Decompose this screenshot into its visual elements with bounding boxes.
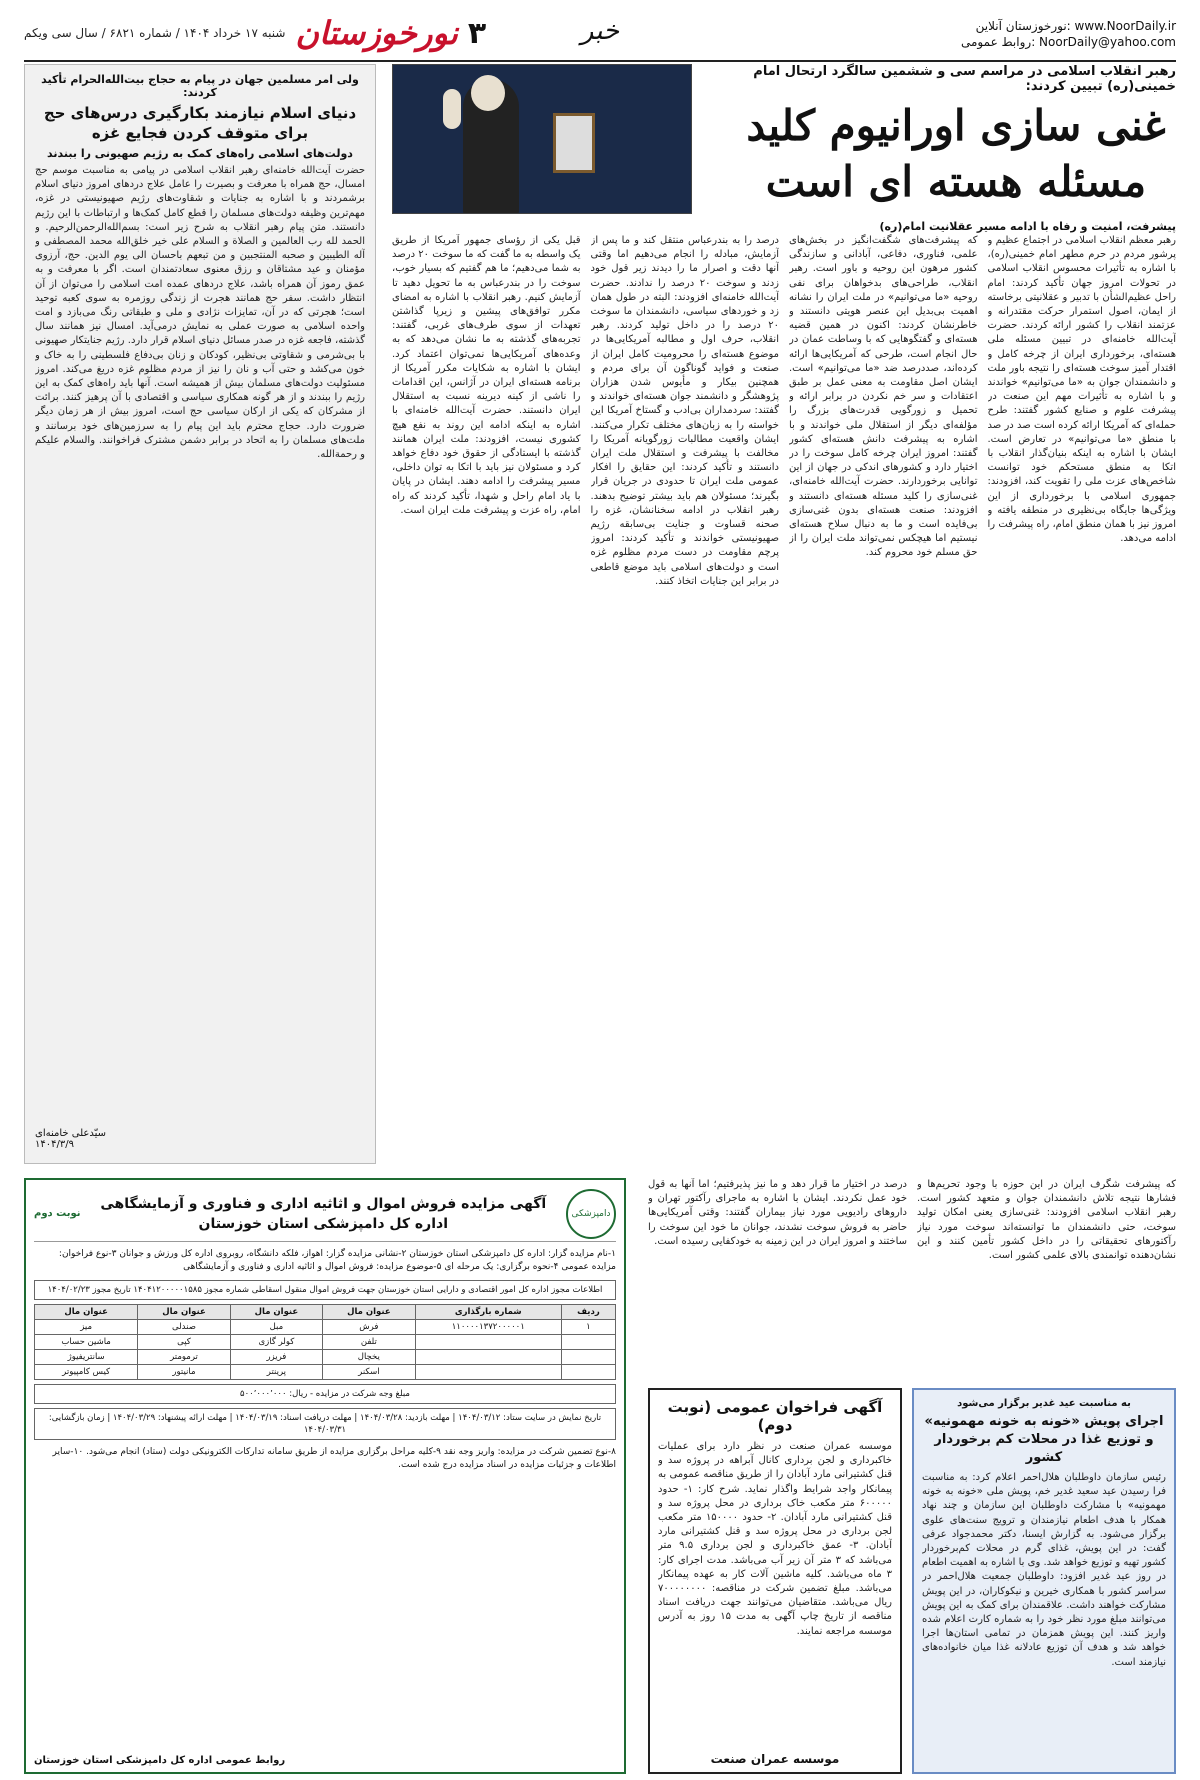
ad-round: نوبت دوم — [34, 1208, 81, 1219]
table-cell — [415, 1335, 561, 1350]
sidebar-kicker: ولی امر مسلمین جهان در پیام به حجاج بیت‌الله‌الحرام تأکید کردند: — [41, 73, 359, 99]
table-header: شماره بارگذاری — [415, 1305, 561, 1320]
ad-footer: روابط عمومی اداره کل دامپزشکی استان خوزستان — [34, 1755, 286, 1766]
main-body — [24, 64, 1176, 1164]
ghadir-campaign-notice — [912, 1388, 1176, 1774]
table-cell: مانیتور — [138, 1365, 230, 1380]
sidebar-body: حضرت آیت‌الله خامنه‌ای رهبر انقلاب اسلامی در پیامی به مناسبت موسم حج امسال، حج همراه با معرفت و بصیرت را عامل علاج دردهای امروز دنیای اسلام برشمردند و با اشاره به جنایات و شقاوت‌های رژیم صهیونیستی در غزه، مهم‌ترین وظیفه دولت‌های مسلمان را قطع کامل کمک‌ها و ارتباطات با این رژیم دانستند. متن پیام رهبر انقلاب به شرح زیر است: بسم‌الله‌الرحمن‌الرحیم. و الحمد لله رب العالمین و الصلاة و السلام علی خیر خلق‌الله محمد المصطفی و آله الطیبین و صحبه المنتجبین و من تبعهم باحسان الی یوم الدین. حج، آرزوی مؤمنان و عید مشتاقان و رزق معنوی سعادتمندان است. اگر با معرفت و به عمق رموز آن همراه باشد، علاج دردهای عمده امت اسلامی را می‌توان از آن انتظار داشت. سفر حج همانند هجرت از زندگی روزمره به سوی کعبه توحید است؛ هجرتی که در آن، تمایزات نژادی و ملی و طبقاتی رنگ می‌بازد و امت واحده اسلامی به صورت عملی به نمایش درمی‌آید. امسال نیز همانند سال گذشته، فاجعه غزه در صدر مسائل دنیای اسلام قرار دارد. رژیم جنایتکار صهیونی با بی‌شرمی و شقاوتی بی‌نظیر، کودکان و زنان بی‌دفاع فلسطینی را به خاک و خون می‌کشد و حتی آب و نان را نیز از مردم مظلوم غزه دریغ می‌کند. امروز مسئولیت دولت‌های مسلمان بیش از همیشه است. آنها باید راه‌های کمک به این رژیم را ببندند و از هر گونه همکاری سیاسی و اقتصادی با آن پرهیز کنند. برائت از مشرکان که یکی از ارکان سیاسی حج است، امروز بیش از هر زمان دیگر ضرورت دارد. حجاج محترم باید این پیام را به سرزمین‌های خود برسانند و ملت‌های مسلمان را به اتحاد در برابر دشمن مشترک فراخوانند. والسلام علیکم و رحمة‌الله. — [35, 165, 365, 461]
portrait-frame-icon — [553, 113, 595, 173]
masthead-contact — [961, 18, 1176, 50]
table-row — [35, 1350, 616, 1365]
email-link[interactable]: روابط عمومی: NoorDaily@yahoo.com — [961, 35, 1176, 49]
table-cell — [415, 1350, 561, 1365]
lead-column-3: درصد را به بندرعباس منتقل کند و ما پس از آزمایش، مبادله را انجام می‌دهیم اما وقتی آنها دقت و اصرار ما را دیدند زیر قول خود زدند و سوخت ۲۰ درصد را ندادند. حضرت آیت‌الله خامنه‌ای افزودند: البته در طول همان زد و خوردهای سیاسی، دانشمندان ما سوخت ۲۰ درصد را در داخل تولید کردند. رهبر انقلاب، حرف اول و مطالبه آمریکایی‌ها در موضوع هسته‌ای را محرومیت کامل ایران از صنعت و فواید گوناگون آن برای مردم و همچنین بیکار و مأیوس شدن هزاران پژوهشگر و دانشمند جوان هسته‌ای خواندند و گفتند: سردمداران بی‌ادب و گستاخ آمریکا این خواسته را به زبان‌های مختلف تکرار می‌کنند. ایشان واقعیت مطالبات زورگویانه آمریکا را مخالفت با پیشرفت و استقلال ملت ایران دانستند و تأکید کردند: این حقایق را افکار عمومی ملت ایران تا حدودی در جریان قرار بگیرند؛ مسئولان هم باید بیشتر توضیح بدهند. رهبر انقلاب در ادامه سخنانشان، غزه را صحنه قساوت و جنایت بی‌سابقه رژیم صهیونیستی خواندند و تأکید کردند: امروز پرچم مقاومت در دست مردم مظلوم غزه است و دولت‌های اسلامی باید موضع قاطعی در برابر این جنایات اتخاذ کنند. — [590, 235, 779, 587]
table-cell — [561, 1350, 615, 1365]
notice-title: اجرای پویش «خونه به خونه مهمونیه» و توزیع غذا در محلات کم برخوردار کشور — [924, 1414, 1164, 1465]
masthead — [24, 14, 1176, 62]
table-header: عنوان مال — [230, 1305, 322, 1320]
table-row — [35, 1365, 616, 1380]
table-header: ردیف — [561, 1305, 615, 1320]
signature-date: ۱۴۰۴/۳/۹ — [35, 1139, 74, 1150]
veterinary-logo-icon: دامپزشکی — [566, 1189, 616, 1239]
ad-schedule: تاریخ نمایش در سایت ستاد: ۱۴۰۴/۰۳/۱۲ | مهلت بازدید: ۱۴۰۴/۰۳/۲۸ | مهلت دریافت اسناد: ۱۴۰۴/۰۳/۱۹ | مهلت ارائه پیشنهاد: ۱۴۰۴/۰۳/۲۹ | زمان بازگشایی: ۱۴۰۴/۰۳/۳۱ — [34, 1408, 616, 1440]
sidebar-title: دنیای اسلام نیازمند بکارگیری درس‌های حج برای متوقف کردن فجایع غزه — [43, 104, 357, 142]
page-number: ۳ — [467, 15, 487, 51]
table-cell: ۱۱۰۰۰۰۱۳۷۲۰۰۰۰۰۱ — [415, 1320, 561, 1335]
table-cell: میز — [35, 1320, 138, 1335]
table-cell: اسکنر — [323, 1365, 415, 1380]
table-cell — [415, 1365, 561, 1380]
lead-columns — [392, 234, 1176, 1164]
ad-deposit: مبلغ وجه شرکت در مزایده - ریال: ۵۰۰٬۰۰۰٬۰۰۰ — [34, 1384, 616, 1404]
hajj-message-article — [24, 64, 376, 1164]
ad-header — [34, 1186, 616, 1242]
table-cell: کپی — [138, 1335, 230, 1350]
notice-body: رئیس سازمان داوطلبان هلال‌احمر اعلام کرد: به مناسبت فرا رسیدن عید سعید غدیر خم، پویش ملی «خونه به خونه مهمونیه» با مشارکت داوطلبان این سازمان و چند نهاد همکار با هدف اطعام نیازمندان و ترویج سنت‌های علوی برگزار می‌شود. به گزارش ایسنا، دکتر محمدجواد عرفی گفت: در این پویش، غذای گرم در محلات کم‌برخوردار کشور تهیه و توزیع خواهد شد. وی با اشاره به اهمیت اطعام در روز عید غدیر افزود: داوطلبان جمعیت هلال‌احمر در سراسر کشور با همکاری خیرین و نیکوکاران، در این پویش مشارکت خواهند داشت. علاقمندان برای کمک به این پویش می‌توانند مبلغ مورد نظر خود را به شماره کارت اعلام شده واریز کنند. این پویش همزمان در تمامی استان‌ها اجرا خواهد شد و هدف آن توزیع عادلانه غذا میان خانواده‌های نیازمند است. — [922, 1472, 1166, 1668]
table-cell: پرینتر — [230, 1365, 322, 1380]
auction-table — [34, 1304, 616, 1380]
lead-photo — [392, 64, 692, 214]
lead-subhead: پیشرفت، امنیت و رفاه با ادامه مسیر عقلانیت امام(ره) — [879, 220, 1176, 233]
site-link[interactable]: نورخوزستان آنلاین: www.NoorDaily.ir — [975, 19, 1176, 33]
auction-advertisement — [24, 1178, 626, 1774]
tender-body: موسسه عمران صنعت در نظر دارد برای عملیات خاکبرداری و لجن برداری کانال آبراهه در پروژه سد و قنل کشتیرانی مارد آبادان را از طریق مناقصه عمومی به پیمانکار واجد شرایط واگذار نماید. شرح کار: ۱- حدود ۶۰۰۰۰۰ متر مکعب خاک برداری در محل پروژه سد و قنل کشتیرانی مارد آبادان. ۲- حدود ۱۵۰۰۰۰ متر مکعب لجن برداری در محل پروژه سد و قنل کشتیرانی مارد آبادان. ۳- عمق خاکبرداری و لجن برداری ۹.۵ متر می‌باشد که ۳ متر آن زیر آب می‌باشد. مدت اجرای کار: ۳ ماه می‌باشد. کلیه ماشین آلات کار به عهده پیمانکار می‌باشد. مبلغ تضمین شرکت در مناقصه: ۷۰۰۰۰۰۰۰۰ ریال می‌باشد. متقاضیان می‌توانند جهت دریافت اسناد مناقصه از تاریخ چاپ آگهی به مدت ۱۵ روز به آدرس موسسه مراجعه نمایند. — [658, 1441, 892, 1637]
lead-kicker: رهبر انقلاب اسلامی در مراسم سی و ششمین سالگرد ارتحال امام خمینی(ره) تبیین کردند: — [753, 64, 1176, 94]
ad-notes: ۸-نوع تضمین شرکت در مزایده: واریز وجه نقد ۹-کلیه مراحل برگزاری مزایده از طریق سامانه تدارکات الکترونیکی دولت (ستاد) انجام می‌شود. ۱۰-سایر اطلاعات و جزئیات مزایده در اسناد مزایده درج شده است. — [52, 1447, 616, 1470]
table-cell: کیس کامپیوتر — [35, 1365, 138, 1380]
ad-title: آگهی مزایده فروش اموال و اثاثیه اداری و فناوری و آزمایشگاهی اداره کل دامپزشکی استان خوزستان — [100, 1195, 547, 1232]
table-header: عنوان مال — [323, 1305, 415, 1320]
table-cell: ترمومتر — [138, 1350, 230, 1365]
raised-hand-icon — [443, 89, 461, 129]
table-header-row — [35, 1305, 616, 1320]
table-cell: فرش — [323, 1320, 415, 1335]
lead-column-1: رهبر معظم انقلاب اسلامی در اجتماع عظیم و پرشور مردم در حرم مطهر امام خمینی(ره)، با اشاره به تأثیرات محسوس انقلاب اسلامی در تحولات امروز جهان تأکید کردند: امام راحل عظیم‌الشأن با تدبیر و عقلانیتی برخاسته از ایمان، اصول استمرار حرکت مقتدرانه و عزتمند انقلاب را کشور ارائه کردند. حضرت آیت‌الله خامنه‌ای در تبیین مسئله ملی هسته‌ای، برخورداری ایران از چرخه کامل و اقتدار آمیز سوخت هسته‌ای را نتیجه باور ملت و دانشمندان جوان به «ما می‌توانیم» خواندند و با اشاره به تأثیرات مهم این صنعت در پیشرفت علوم و صنایع کشور گفتند: طرح حمله‌ای که آمریکا ارائه کرده است صد در صد با منطق «ما می‌توانیم» در تعارض است. ایشان با اشاره به اینکه بنیان‌گذار انقلاب با اتکا به منطق مستحکم خود توانست شاخص‌های عزت ملی را تقویت کند، افزودند: جمهوری اسلامی با برخورداری از این ویژگی‌ها جایگاه بی‌نظیری در منطقه یافته و امروز نیز با همان منطق امام، راه پیشرفت را ادامه می‌دهد. — [987, 235, 1176, 545]
signature-name: سیّدعلی خامنه‌ای — [35, 1128, 107, 1139]
section-title: خبر — [580, 16, 620, 46]
sidebar-subtitle: دولت‌های اسلامی راه‌های کمک به رژیم صهیونی را ببندند — [47, 147, 353, 160]
table-cell — [561, 1335, 615, 1350]
table-cell: ۱ — [561, 1320, 615, 1335]
table-row — [35, 1335, 616, 1350]
table-cell: تلفن — [323, 1335, 415, 1350]
notice-tag: به مناسبت عید غدیر برگزار می‌شود — [957, 1398, 1131, 1409]
table-cell: ماشین حساب — [35, 1335, 138, 1350]
table-cell: صندلی — [138, 1320, 230, 1335]
issue-line: شنبه ۱۷ خرداد ۱۴۰۴ / شماره ۶۸۲۱ / سال سی ویکم — [24, 26, 286, 40]
table-header: عنوان مال — [138, 1305, 230, 1320]
lead-article — [392, 64, 1176, 1164]
table-cell — [561, 1365, 615, 1380]
bottom-section — [24, 1178, 1176, 1774]
table-cell: سانتریفیوژ — [35, 1350, 138, 1365]
continuation-column-1: که پیشرفت شگرف ایران در این حوزه با وجود تحریم‌ها و فشارها نتیجه تلاش دانشمندان جوان و متعهد کشور است. رهبر انقلاب اسلامی افزودند: غنی‌سازی یعنی امکان تولید سوخت، حتی دانشمندان ما توانسته‌اند سوخت مورد نیاز رآکتورهای تحقیقاتی را در داخل کشور تأمین کنند و این نشان‌دهنده توانمندی بالای علمی کشور است. — [917, 1179, 1176, 1262]
table-header: عنوان مال — [35, 1305, 138, 1320]
continuation-column-2: درصد در اختیار ما قرار دهد و ما نیز پذیرفتیم؛ اما آنها به قول خود عمل نکردند. ایشان با اشاره به ماجرای رآکتور تهران و داروهای رادیویی مورد نیاز بیماران گفتند: وقتی آمریکایی‌ها حاضر به فروش سوخت نشدند، جوانان ما خود این سوخت را ساختند و امروز ایران در این زمینه به خودکفایی رسیده است. — [648, 1179, 907, 1247]
sidebar-signature — [35, 1128, 365, 1150]
ad-body: ۱-نام مزایده گزار: اداره کل دامپزشکی استان خوزستان ۲-نشانی مزایده گزار: اهواز، فلکه دانشگاه، روبروی اداره کل ورزش و جوانان ۳-نوع فراخوان: مزایده عمومی ۴-نحوه برگزاری: یک مرحله ای ۵-موضوع مزایده: فروش اموال و اثاثیه اداری و فناوری و آزمایشگاهی — [58, 1249, 616, 1272]
lead-column-4: قبل یکی از رؤسای جمهور آمریکا از طریق یک واسطه به ما گفت که ما سوخت ۲۰ درصد به شما می‌دهیم؛ ما هم گفتیم که بسیار خوب، سوخت را در بندرعباس به ما تحویل دهید تا آزمایش کنیم. رهبر انقلاب با اشاره به امضای مکرر توافق‌های پیشین و زیرپا گذاشتن تعهدات از سوی طرف‌های غربی، گفتند: تجربه‌های گذشته به ما نشان می‌دهد که به وعده‌های آمریکایی‌ها نمی‌توان اعتماد کرد. ایشان با اشاره به شکایات مکرر آمریکا از برنامه هسته‌ای ایران در آژانس، این اقدامات را ناشی از کینه دیرینه نسبت به استقلال ایران دانستند. حضرت آیت‌الله خامنه‌ای با اشاره به اینکه ادامه این روند به نفع هیچ کشوری نیست، افزودند: ملت ایران همانند گذشته با ایستادگی از حقوق خود دفاع خواهد کرد و مسئولان نیز باید با اتکا به توان داخلی، مسیر پیشرفت را ادامه دهند. ایشان در پایان با یاد امام راحل و شهدا، تأکید کردند که راه امام، راه عزت و پیشرفت ملت ایران است. — [392, 235, 581, 516]
table-cell: یخچال — [323, 1350, 415, 1365]
lead-headline: غنی سازی اورانیوم کلید مسئله هسته ای است — [746, 101, 1166, 206]
tender-title: آگهی فراخوان عمومی (نوبت دوم) — [667, 1398, 883, 1434]
table-cell: مبل — [230, 1320, 322, 1335]
table-row — [35, 1320, 616, 1335]
ad-license-info: اطلاعات مجوز اداره کل امور اقتصادی و دارایی استان خوزستان جهت فروش اموال منقول اسقاطی شماره مجوز ۱۴۰۴۱۲۰۰۰۰۰۱۵۸۵ تاریخ مجوز ۱۴۰۴/۰۲/۲۳ — [34, 1280, 616, 1300]
lead-column-2: که پیشرفت‌های شگفت‌انگیز در بخش‌های علمی، فناوری، دفاعی، آبادانی و سازندگی کشور مرهون این روحیه و باور است. رهبر انقلاب، طراحی‌های بدخواهان برای نفی روحیه «ما می‌توانیم» در ملت ایران را نشانه اهمیت بی‌بدیل این عنصر هویتی دانستند و خاطرنشان کردند: اکنون در همین قضیه هسته‌ای و گفتگوهایی که با وساطت عمان در حال انجام است، طرحی که آمریکایی‌ها ارائه کرده‌اند، صددرصد ضد «ما می‌توانیم» است. ایشان اصل مقاومت به معنی عمل بر طبق اعتقادات و سر خم نکردن در برابر ارائه و تحمیل و زورگویی قدرت‌های بزرگ را مؤلفه‌ای دیگر از استقلال ملی خواندند و با اشاره به پیشرفت دانش هسته‌ای کشور گفتند: امروز ایران چرخه کامل سوخت را در اختیار دارد و کشورهای اندکی در جهان از این توانایی برخوردارند. حضرت آیت‌الله خامنه‌ای، غنی‌سازی را کلید مسئله هسته‌ای دانستند و افزودند: صنعت هسته‌ای بدون غنی‌سازی بی‌فایده است و ما به دنبال سلاح هسته‌ای نیستیم اما هیچکس نمی‌تواند ملت ایران را از حق مسلم خود محروم کند. — [789, 235, 978, 559]
brand-logo: نورخوزستان — [295, 14, 458, 52]
lead-continuation — [648, 1178, 1176, 1378]
speaker-head — [471, 75, 505, 111]
table-cell: کولر گازی — [230, 1335, 322, 1350]
table-cell: فریزر — [230, 1350, 322, 1365]
tender-notice — [648, 1388, 902, 1774]
tender-footer: موسسه عمران صنعت — [710, 1752, 840, 1766]
